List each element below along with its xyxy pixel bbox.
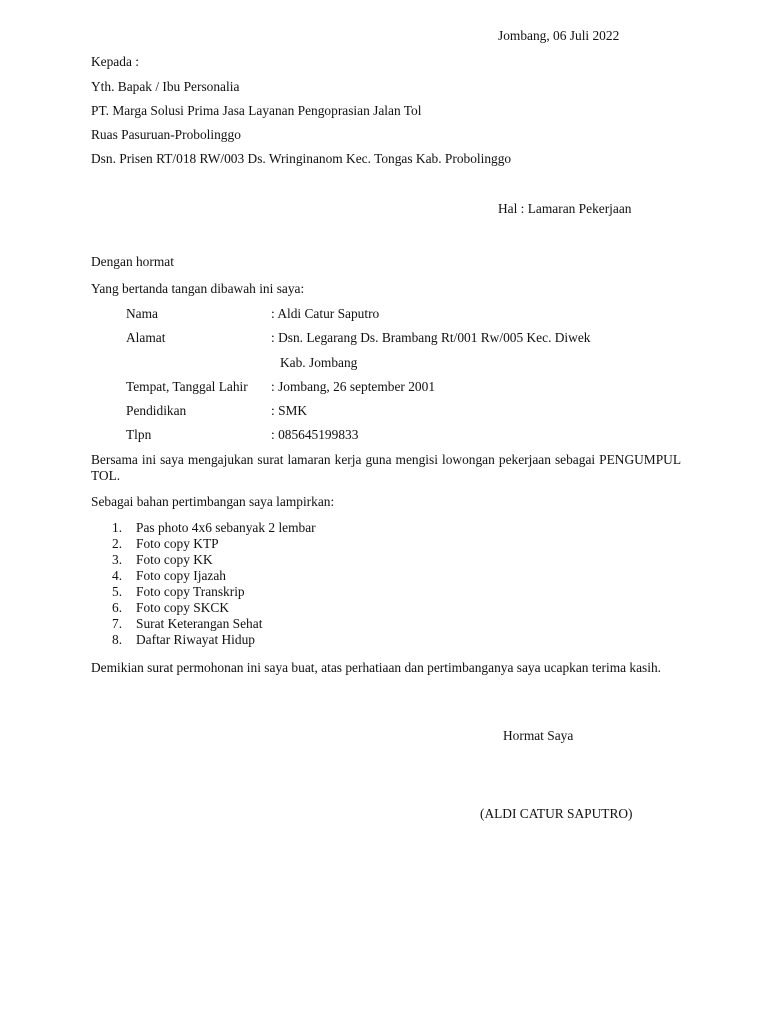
recipient-line: Dsn. Prisen RT/018 RW/003 Ds. Wringinanom Kec. Tongas Kab. Probolinggo (91, 151, 512, 166)
recipient-heading: Kepada : (91, 54, 139, 69)
list-number: 3. (112, 552, 123, 567)
attachments-intro: Sebagai bahan pertimbangan saya lampirkan: (91, 494, 335, 509)
signature-name: (ALDI CATUR SAPUTRO) (480, 806, 633, 821)
list-number: 7. (112, 616, 123, 631)
list-item: Foto copy SKCK (136, 600, 230, 615)
field-label: Alamat (126, 330, 166, 345)
list-item: Surat Keterangan Sehat (136, 616, 263, 631)
field-label: Tlpn (126, 427, 152, 442)
list-number: 2. (112, 536, 123, 551)
body-paragraph: Bersama ini saya mengajukan surat lamaran kerja guna mengisi lowongan pekerjaan sebagai PENGUMPUL TOL. (91, 452, 681, 483)
list-item: Daftar Riwayat Hidup (136, 632, 255, 647)
list-item: Foto copy Transkrip (136, 584, 245, 599)
field-value: : SMK (271, 403, 308, 418)
field-value-continuation: Kab. Jombang (280, 355, 358, 370)
list-number: 6. (112, 600, 123, 615)
closing-salutation: Hormat Saya (503, 728, 574, 743)
recipient-line: Ruas Pasuruan-Probolinggo (91, 127, 241, 142)
list-item: Foto copy KTP (136, 536, 219, 551)
intro-text: Yang bertanda tangan dibawah ini saya: (91, 281, 305, 296)
closing-paragraph: Demikian surat permohonan ini saya buat, atas perhatiaan dan pertimbanganya saya ucapkan terima kasih. (91, 660, 662, 675)
field-value: : Jombang, 26 september 2001 (271, 379, 436, 394)
field-label: Tempat, Tanggal Lahir (126, 379, 248, 394)
greeting: Dengan hormat (91, 254, 174, 269)
list-number: 1. (112, 520, 123, 535)
list-number: 5. (112, 584, 123, 599)
recipient-line: PT. Marga Solusi Prima Jasa Layanan Pengoprasian Jalan Tol (91, 103, 422, 118)
list-number: 4. (112, 568, 123, 583)
field-value: : Dsn. Legarang Ds. Brambang Rt/001 Rw/005 Kec. Diwek (271, 330, 591, 345)
place-date: Jombang, 06 Juli 2022 (498, 28, 620, 43)
field-label: Nama (126, 306, 158, 321)
field-value: : 085645199833 (271, 427, 359, 442)
list-item: Foto copy Ijazah (136, 568, 226, 583)
list-number: 8. (112, 632, 123, 647)
field-value: : Aldi Catur Saputro (271, 306, 380, 321)
list-item: Pas photo 4x6 sebanyak 2 lembar (136, 520, 316, 535)
field-label: Pendidikan (126, 403, 187, 418)
subject-line: Hal : Lamaran Pekerjaan (498, 201, 632, 216)
list-item: Foto copy KK (136, 552, 213, 567)
recipient-line: Yth. Bapak / Ibu Personalia (91, 79, 240, 94)
